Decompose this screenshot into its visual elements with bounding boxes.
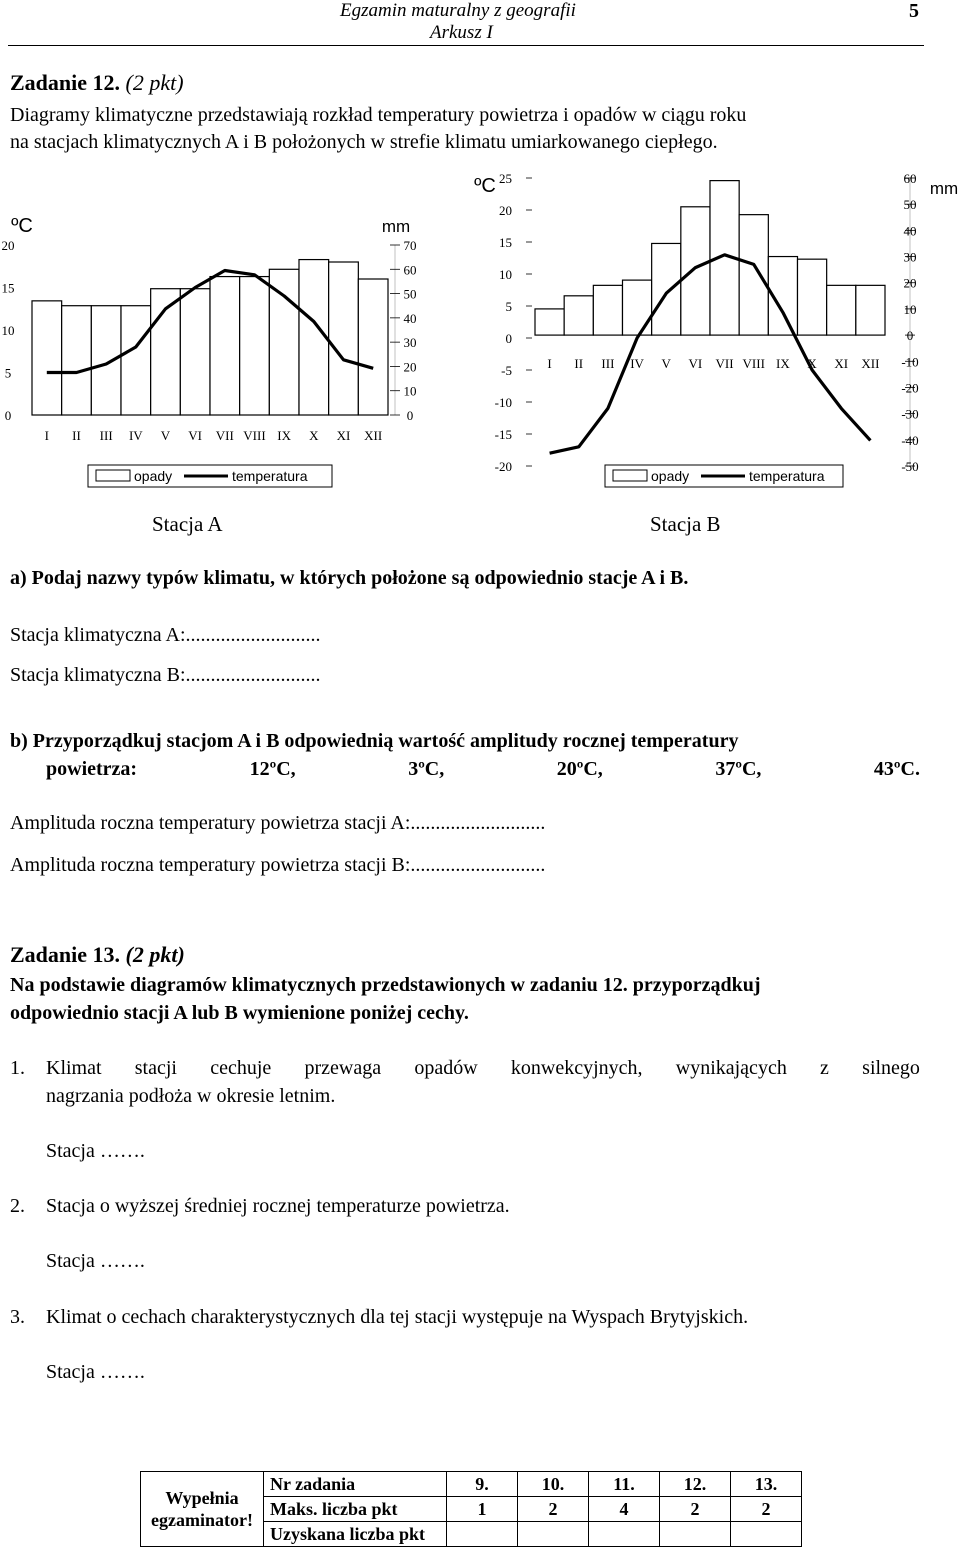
max-points: 2 bbox=[518, 1497, 589, 1522]
y-left-tick-label: 5 bbox=[505, 299, 512, 314]
task12-title: Zadanie 12. bbox=[10, 70, 121, 95]
precip-bar bbox=[91, 306, 121, 415]
score-table bbox=[140, 1471, 802, 1547]
item1-word: wynikających bbox=[675, 1057, 787, 1079]
item2-text: Stacja o wyższej średniej rocznej temperaturze powietrza. bbox=[46, 1195, 510, 1217]
y-left-tick-label: -10 bbox=[494, 395, 512, 410]
task12-heading bbox=[10, 70, 184, 96]
y-left-tick-label: 20 bbox=[499, 203, 512, 218]
legend-label-temperature: temperatura bbox=[232, 468, 308, 484]
y-right-tick-label: 50 bbox=[403, 286, 417, 302]
chart-a-title: Stacja A bbox=[152, 512, 223, 536]
month-label: VIII bbox=[243, 428, 266, 443]
month-label: X bbox=[807, 356, 817, 371]
task-number: 13. bbox=[731, 1472, 802, 1497]
y-right-tick-label: 60 bbox=[903, 171, 917, 186]
precip-bar bbox=[535, 309, 564, 335]
precip-bar bbox=[62, 306, 92, 415]
y-left-tick-label: 10 bbox=[1, 323, 15, 338]
y-right-tick-label: -10 bbox=[901, 354, 919, 370]
chart-stacja-b bbox=[440, 160, 960, 500]
question-b-word: powietrza: bbox=[46, 758, 138, 780]
scored-points-cell[interactable] bbox=[447, 1522, 518, 1547]
y-right-tick-label: 40 bbox=[903, 223, 917, 239]
y-right-unit: mm bbox=[381, 217, 411, 236]
y-right-tick-label: 60 bbox=[403, 262, 417, 278]
month-label: X bbox=[309, 428, 319, 443]
amplitude-option: 20ºC, bbox=[556, 758, 603, 780]
month-label: IX bbox=[776, 356, 790, 371]
y-right-tick-label: -20 bbox=[901, 380, 919, 396]
scored-points-cell[interactable] bbox=[589, 1522, 660, 1547]
month-label: II bbox=[72, 428, 81, 443]
y-right-tick-label: 20 bbox=[903, 275, 917, 291]
y-right-tick-label: 70 bbox=[403, 238, 417, 253]
y-right-tick-label: 0 bbox=[906, 328, 914, 344]
month-label: IV bbox=[128, 428, 143, 443]
precip-bar bbox=[652, 243, 681, 335]
chart-b-title: Stacja B bbox=[650, 512, 721, 536]
task13-intro-2: odpowiednio stacji A lub B wymienione poniżej cechy. bbox=[10, 1002, 469, 1024]
y-left-tick-label: 25 bbox=[499, 171, 512, 186]
amplitude-option: 43ºC. bbox=[873, 758, 920, 780]
question-a: a) Podaj nazwy typów klimatu, w których położone są odpowiednio stacje A i B. bbox=[10, 567, 689, 589]
precip-bar bbox=[32, 301, 62, 415]
month-label: VI bbox=[688, 356, 703, 371]
answer-b-station-b: Amplituda roczna temperatury powietrza stacji B:........................... bbox=[10, 854, 546, 876]
precip-bar bbox=[329, 262, 359, 415]
y-left-tick-label: 0 bbox=[4, 408, 12, 423]
y-right-tick-label: 20 bbox=[403, 359, 417, 375]
max-points: 1 bbox=[447, 1497, 518, 1522]
item2-number: 2. bbox=[10, 1195, 25, 1217]
question-b-line2 bbox=[46, 758, 920, 781]
legend-label-temperature: temperatura bbox=[749, 468, 825, 484]
month-label: V bbox=[160, 428, 171, 443]
y-right-tick-label: 40 bbox=[403, 310, 417, 326]
task-number: 10. bbox=[518, 1472, 589, 1497]
month-label: XI bbox=[834, 356, 849, 371]
y-right-tick-label: -30 bbox=[901, 406, 919, 422]
precip-bar bbox=[564, 296, 593, 335]
header-divider bbox=[8, 45, 924, 46]
legend-swatch-bar bbox=[613, 470, 647, 481]
task12-intro-2: na stacjach klimatycznych A i B położonych w strefie klimatu umiarkowanego ciepłego. bbox=[10, 131, 718, 153]
precip-bar bbox=[856, 285, 885, 335]
y-left-tick-label: -15 bbox=[494, 427, 512, 442]
month-label: VI bbox=[188, 428, 203, 443]
amplitude-option: 3ºC, bbox=[408, 758, 445, 780]
scored-points-cell[interactable] bbox=[660, 1522, 731, 1547]
task13-points: (2 pkt) bbox=[125, 942, 185, 967]
examiner-label bbox=[141, 1472, 264, 1547]
chart-stacja-a bbox=[0, 180, 440, 500]
item1-answer: Stacja ……. bbox=[46, 1140, 145, 1162]
task12-points: (2 pkt) bbox=[125, 70, 184, 95]
y-left-tick-label: 20 bbox=[1, 238, 15, 253]
item1-word: przewaga bbox=[304, 1057, 382, 1079]
task13-intro-1: Na podstawie diagramów klimatycznych przedstawionych w zadaniu 12. przyporządkuj bbox=[10, 974, 761, 996]
amplitude-option: 37ºC, bbox=[715, 758, 762, 780]
y-left-tick-label: 10 bbox=[499, 267, 512, 282]
item3-text: Klimat o cechach charakterystycznych dla tej stacji występuje na Wyspach Brytyjskich. bbox=[46, 1306, 749, 1328]
item1-word: opadów bbox=[414, 1057, 478, 1079]
item1-word: z bbox=[820, 1057, 829, 1079]
y-left-tick-label: 15 bbox=[499, 235, 512, 250]
precip-bar bbox=[269, 269, 299, 415]
month-label: XII bbox=[861, 356, 880, 371]
precip-bar bbox=[739, 215, 768, 335]
answer-a-station-b: Stacja klimatyczna B:........................... bbox=[10, 664, 321, 686]
precip-bar bbox=[210, 277, 240, 415]
scored-points-cell[interactable] bbox=[731, 1522, 802, 1547]
y-right-tick-label: 30 bbox=[403, 335, 417, 351]
item1-word: stacji bbox=[134, 1057, 177, 1079]
max-points: 2 bbox=[731, 1497, 802, 1522]
amplitude-option: 12ºC, bbox=[249, 758, 296, 780]
task12-intro-1: Diagramy klimatyczne przedstawiają rozkład temperatury powietrza i opadów w ciągu roku bbox=[10, 104, 747, 126]
month-label: I bbox=[44, 428, 50, 443]
item3-number: 3. bbox=[10, 1306, 25, 1328]
y-right-tick-label: -40 bbox=[901, 432, 919, 448]
y-right-tick-label: -50 bbox=[901, 459, 919, 474]
item3-answer: Stacja ……. bbox=[46, 1361, 145, 1383]
task-number: 9. bbox=[447, 1472, 518, 1497]
precip-bar bbox=[358, 279, 388, 415]
legend-label-precip: opady bbox=[134, 468, 173, 484]
legend-swatch-bar bbox=[96, 470, 130, 481]
item1-number: 1. bbox=[10, 1057, 25, 1079]
examiner-label-1: Wypełnia bbox=[165, 1488, 239, 1508]
y-right-tick-label: 10 bbox=[403, 383, 417, 399]
month-label: IV bbox=[630, 356, 644, 371]
month-label: VIII bbox=[742, 356, 765, 371]
y-left-tick-label: 15 bbox=[1, 280, 15, 296]
month-label: VII bbox=[715, 356, 734, 371]
y-left-tick-label: 0 bbox=[505, 331, 512, 346]
item2-answer: Stacja ……. bbox=[46, 1250, 145, 1272]
item1-word: cechuje bbox=[210, 1057, 272, 1079]
item1-word: silnego bbox=[862, 1057, 920, 1079]
precip-bar bbox=[593, 285, 622, 335]
item1-word: konwekcyjnych, bbox=[510, 1057, 643, 1079]
item1-word: Klimat bbox=[46, 1057, 102, 1079]
y-right-tick-label: 30 bbox=[903, 249, 917, 265]
month-label: XII bbox=[364, 428, 383, 443]
month-label: XI bbox=[336, 428, 351, 443]
y-right-tick-label: 10 bbox=[903, 301, 917, 317]
header-title: Egzamin maturalny z geografii bbox=[340, 0, 576, 21]
examiner-label-2: egzaminator! bbox=[151, 1510, 253, 1530]
max-points: 4 bbox=[589, 1497, 660, 1522]
row-max-points-label: Maks. liczba pkt bbox=[264, 1497, 447, 1522]
task13-heading bbox=[10, 942, 185, 968]
task13-title: Zadanie 13. bbox=[10, 942, 121, 967]
month-label: VII bbox=[215, 428, 234, 443]
answer-a-station-a: Stacja klimatyczna A:........................... bbox=[10, 624, 321, 646]
precip-bar bbox=[240, 277, 270, 415]
month-label: II bbox=[574, 356, 584, 371]
precip-bar bbox=[681, 207, 710, 335]
row-task-number-label: Nr zadania bbox=[264, 1472, 447, 1497]
answer-b-station-a: Amplituda roczna temperatury powietrza stacji A:........................... bbox=[10, 812, 546, 834]
month-label: IX bbox=[277, 428, 292, 443]
y-left-unit: ºC bbox=[474, 175, 496, 197]
max-points: 2 bbox=[660, 1497, 731, 1522]
y-left-unit: ºC bbox=[11, 215, 33, 237]
y-left-tick-label: 5 bbox=[4, 365, 12, 381]
y-left-tick-label: -20 bbox=[494, 459, 512, 474]
y-right-tick-label: 0 bbox=[406, 408, 414, 423]
precip-bar bbox=[827, 285, 856, 335]
item1-line1 bbox=[46, 1057, 920, 1080]
month-label: III bbox=[99, 428, 113, 443]
header-subtitle: Arkusz I bbox=[430, 22, 493, 43]
y-left-tick-label: -5 bbox=[501, 363, 512, 378]
page-number: 5 bbox=[909, 0, 919, 22]
month-label: I bbox=[547, 356, 552, 371]
legend-label-precip: opady bbox=[651, 468, 690, 484]
scored-points-cell[interactable] bbox=[518, 1522, 589, 1547]
precip-bar bbox=[121, 306, 151, 415]
question-b-line1: b) Przyporządkuj stacjom A i B odpowiednią wartość amplitudy rocznej temperatury bbox=[10, 730, 739, 752]
item1-line2: nagrzania podłoża w okresie letnim. bbox=[46, 1085, 336, 1107]
precip-bar bbox=[180, 289, 210, 415]
y-right-unit: mm bbox=[929, 179, 959, 198]
month-label: III bbox=[601, 356, 615, 371]
month-label: V bbox=[661, 356, 671, 371]
task-number: 11. bbox=[589, 1472, 660, 1497]
task-number: 12. bbox=[660, 1472, 731, 1497]
y-right-tick-label: 50 bbox=[903, 197, 917, 213]
precip-bar bbox=[623, 280, 652, 335]
row-scored-points-label: Uzyskana liczba pkt bbox=[264, 1522, 447, 1547]
precip-bar bbox=[798, 259, 827, 335]
